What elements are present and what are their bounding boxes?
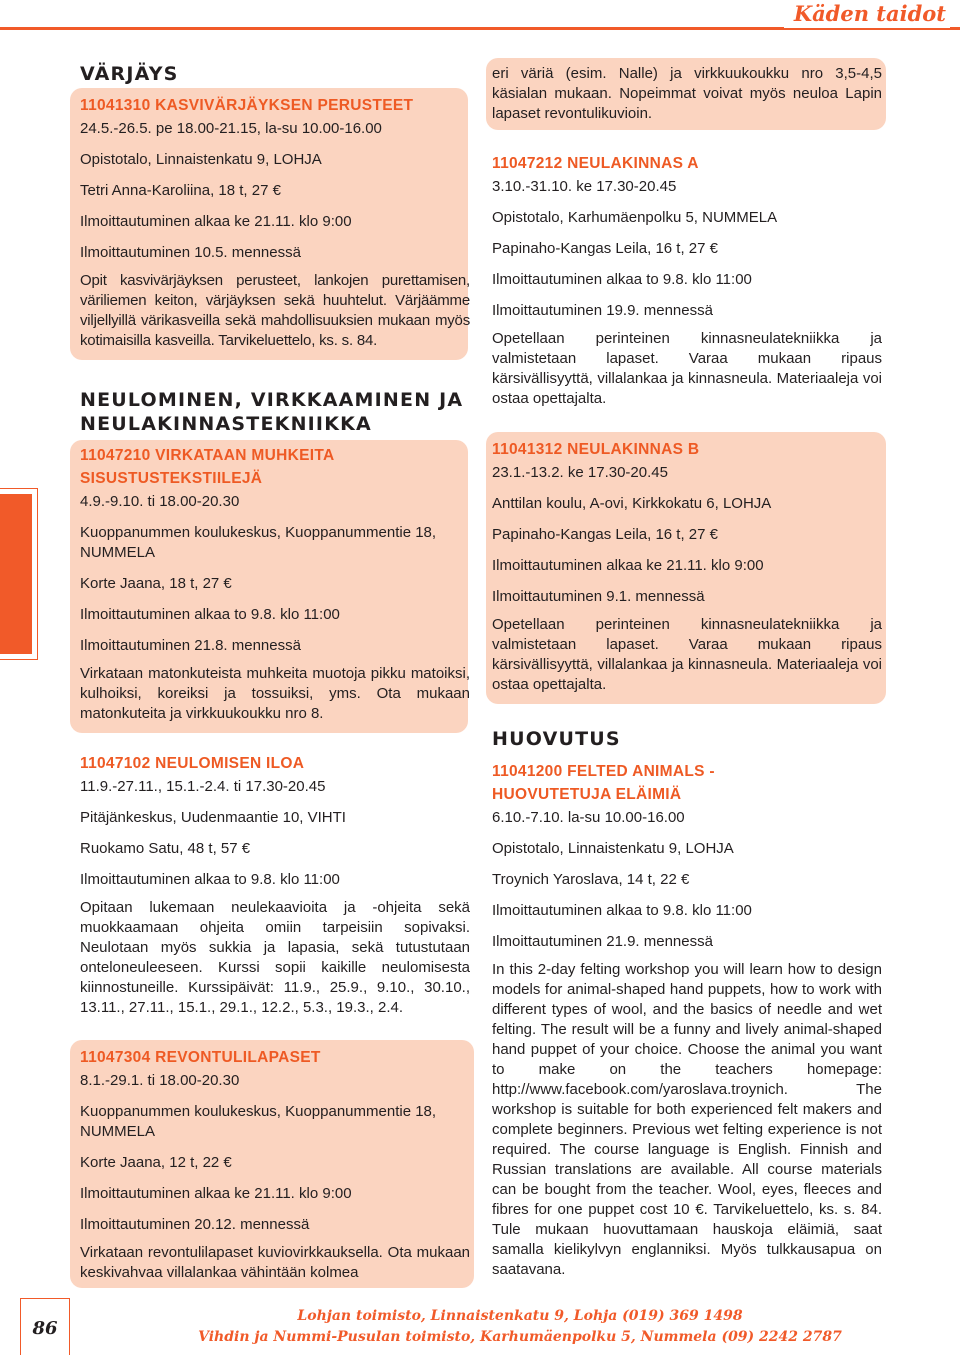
course-teacher: Papinaho-Kangas Leila, 16 t, 27 €	[492, 526, 719, 543]
course-title-line2: HUOVUTETUJA ELÄIMIÄ	[492, 786, 682, 803]
course-teacher: Tetri Anna-Karoliina, 18 t, 27 €	[80, 182, 281, 199]
course-enroll-start: Ilmoittautuminen alkaa ke 21.11. klo 9:00	[80, 1185, 352, 1202]
heading-neulominen-1: NEULOMINEN, VIRKKAAMINEN JA	[80, 389, 464, 411]
course-place: Anttilan koulu, A-ovi, Kirkkokatu 6, LOHJA	[492, 495, 772, 512]
course-description: Opitaan lukemaan neulekaavioita ja -ohjeita sekä muokkaamaan ohjeita omiin tarpeisiin sopivaksi. Neulotaan myös sukkia ja lapasia, sekä tutustutaan onteloneuleeseen. Kurssi sopii kaikille neulomisesta kiinnostuneille. Kurssipäivät: 11.9., 25.9., 9.10., 30.10., 13.11., 27.11., 15.1., 29.1., 12.2., 5.3., 19.3., 2.4.	[80, 899, 470, 1016]
course-teacher: Korte Jaana, 12 t, 22 €	[80, 1154, 232, 1171]
course-description: In this 2-day felting workshop you will learn how to design models for animal-shaped hand puppets, how to work with different types of wool, and the basics of needle and wet felting. The result will be a funny and lively animal-shaped hand puppet of your choice. Choose the animal you want to make on the teachers homepage: http://www.facebook.com/yaroslava.troynich. The workshop is suitable for both experienced felt makers and complete beginners. Previous wet felting experience is not required. The course language is English. Finnish and Russian translations are available. All course materials can be bought from the teacher. Wool, eyes, fleeces and fibres for one puppet cost 10 €. Tarvikeluettelo, ks. s. 84. Tule mukaan huovuttamaan hauskoja eläimiä, saat samalla kielikylvyn englanniksi. Myös tulkkausapua on saatavana.	[492, 961, 882, 1278]
heading-neulominen-2: NEULAKINNASTEKNIIKKA	[80, 413, 372, 435]
course-description-right: eri väriä (esim. Nalle) ja virkkuukoukku nro 3,5-4,5 käsialan mukaan. Nopeimmat voivat myös neuloa Lapin lapaset revontulikuvioin.	[492, 65, 882, 122]
course-dates: 8.1.-29.1. ti 18.00-20.30	[80, 1072, 240, 1089]
course-neulakinnas-b	[492, 438, 882, 695]
course-place: Opistotalo, Karhumäenpolku 5, NUMMELA	[492, 209, 778, 226]
course-dates: 3.10.-31.10. ke 17.30-20.45	[492, 178, 677, 195]
course-teacher: Papinaho-Kangas Leila, 16 t, 27 €	[492, 240, 719, 257]
course-title-line1: 11041200 FELTED ANIMALS -	[492, 763, 715, 780]
course-neulakinnas-a	[492, 152, 882, 409]
course-teacher: Ruokamo Satu, 48 t, 57 €	[80, 840, 251, 857]
course-enroll-start: Ilmoittautuminen alkaa to 9.8. klo 11:00	[80, 606, 340, 623]
course-place: Opistotalo, Linnaistenkatu 9, LOHJA	[80, 151, 322, 168]
footer-line-1: Lohjan toimisto, Linnaistenkatu 9, Lohja (019) 369 1498	[297, 1308, 743, 1324]
course-description: Opit kasvivärjäyksen perusteet, lankojen purettamisen, väriliemen keiton, värjäyksen sekä huuhtelut. Värjäämme viljellyillä värikasveilla sekä mahdollisuuksien mukaan myös kotimaisilla kasveilla. Tarvikeluettelo, ks. s. 84.	[80, 272, 470, 349]
course-dates: 6.10.-7.10. la-su 10.00-16.00	[492, 809, 685, 826]
course-dates: 4.9.-9.10. ti 18.00-20.30	[80, 493, 240, 510]
course-description: Opetellaan perinteinen kinnasneulatekniikka ja valmistetaan lapaset. Varaa mukaan ripaus kärsivällisyyttä, villalankaa ja kinnasneula. Materiaaleja voi ostaa opettajalta.	[492, 616, 882, 693]
course-title: 11047212 NEULAKINNAS A	[492, 155, 699, 172]
course-revontulilapaset	[80, 1046, 470, 1283]
course-title: 11041312 NEULAKINNAS B	[492, 441, 700, 458]
course-place-line1: Kuoppanummen koulukeskus, Kuoppanummentie 18,	[80, 524, 437, 541]
course-enroll-end: Ilmoittautuminen 21.8. mennessä	[80, 637, 301, 654]
course-description: Virkataan matonkuteista muhkeita muotoja pikku matoiksi, kulhoiksi, koreiksi ja tossuiksi, yms. Ota mukaan matonkuteita ja virkkuukoukku nro 8.	[80, 665, 470, 722]
course-revontulilapaset-cont	[492, 64, 882, 124]
course-title-line1: 11047210 VIRKATAAN MUHKEITA	[80, 447, 335, 464]
course-place-line2: NUMMELA	[80, 1123, 156, 1140]
course-title: 11047304 REVONTULILAPASET	[80, 1049, 321, 1066]
course-enroll-end: Ilmoittautuminen 9.1. mennessä	[492, 588, 705, 605]
course-enroll-end: Ilmoittautuminen 21.9. mennessä	[492, 933, 713, 950]
course-kasvivarjays	[80, 94, 470, 351]
course-teacher: Troynich Yaroslava, 14 t, 22 €	[492, 871, 690, 888]
course-dates: 11.9.-27.11., 15.1.-2.4. ti 17.30-20.45	[80, 778, 326, 795]
course-dates: 24.5.-26.5. pe 18.00-21.15, la-su 10.00-16.00	[80, 120, 382, 137]
course-place-line2: NUMMELA	[80, 544, 156, 561]
section-label: Käden taidot	[784, 0, 950, 28]
side-tab	[0, 494, 32, 654]
course-enroll-start: Ilmoittautuminen alkaa ke 21.11. klo 9:00	[492, 557, 764, 574]
footer-line-2: Vihdin ja Nummi-Pusulan toimisto, Karhumäenpolku 5, Nummela (09) 2242 2787	[198, 1329, 842, 1345]
course-place: Opistotalo, Linnaistenkatu 9, LOHJA	[492, 840, 734, 857]
course-virkataan	[80, 444, 470, 724]
course-teacher: Korte Jaana, 18 t, 27 €	[80, 575, 232, 592]
course-place-line1: Kuoppanummen koulukeskus, Kuoppanummentie 18,	[80, 1103, 437, 1120]
course-felted-animals	[492, 760, 882, 1280]
heading-huovutus: HUOVUTUS	[492, 728, 621, 750]
course-enroll-end: Ilmoittautuminen 20.12. mennessä	[80, 1216, 310, 1233]
course-description-left: Virkataan revontulilapaset kuviovirkkauksella. Ota mukaan keskivahvaa villalankaa vähintään kolmea	[80, 1244, 470, 1281]
course-title: 11047102 NEULOMISEN ILOA	[80, 755, 305, 772]
course-enroll-end: Ilmoittautuminen 10.5. mennessä	[80, 244, 301, 261]
course-enroll-start: Ilmoittautuminen alkaa to 9.8. klo 11:00	[492, 902, 752, 919]
course-enroll-start: Ilmoittautuminen alkaa to 9.8. klo 11:00	[492, 271, 752, 288]
course-title-line2: SISUSTUSTEKSTIILEJÄ	[80, 470, 263, 487]
course-place: Pitäjänkeskus, Uudenmaantie 10, VIHTI	[80, 809, 346, 826]
page-number: 86	[32, 1318, 58, 1339]
course-neulomisen-iloa	[80, 752, 470, 1018]
course-enroll-start: Ilmoittautuminen alkaa to 9.8. klo 11:00	[80, 871, 340, 888]
course-enroll-start: Ilmoittautuminen alkaa ke 21.11. klo 9:00	[80, 213, 352, 230]
heading-varjays: VÄRJÄYS	[80, 63, 179, 85]
course-dates: 23.1.-13.2. ke 17.30-20.45	[492, 464, 668, 481]
course-description: Opetellaan perinteinen kinnasneulatekniikka ja valmistetaan lapaset. Varaa mukaan ripaus kärsivällisyyttä, villalankaa ja kinnasneula. Materiaaleja voi ostaa opettajalta.	[492, 330, 882, 407]
course-enroll-end: Ilmoittautuminen 19.9. mennessä	[492, 302, 713, 319]
course-title: 11041310 KASVIVÄRJÄYKSEN PERUSTEET	[80, 97, 414, 114]
